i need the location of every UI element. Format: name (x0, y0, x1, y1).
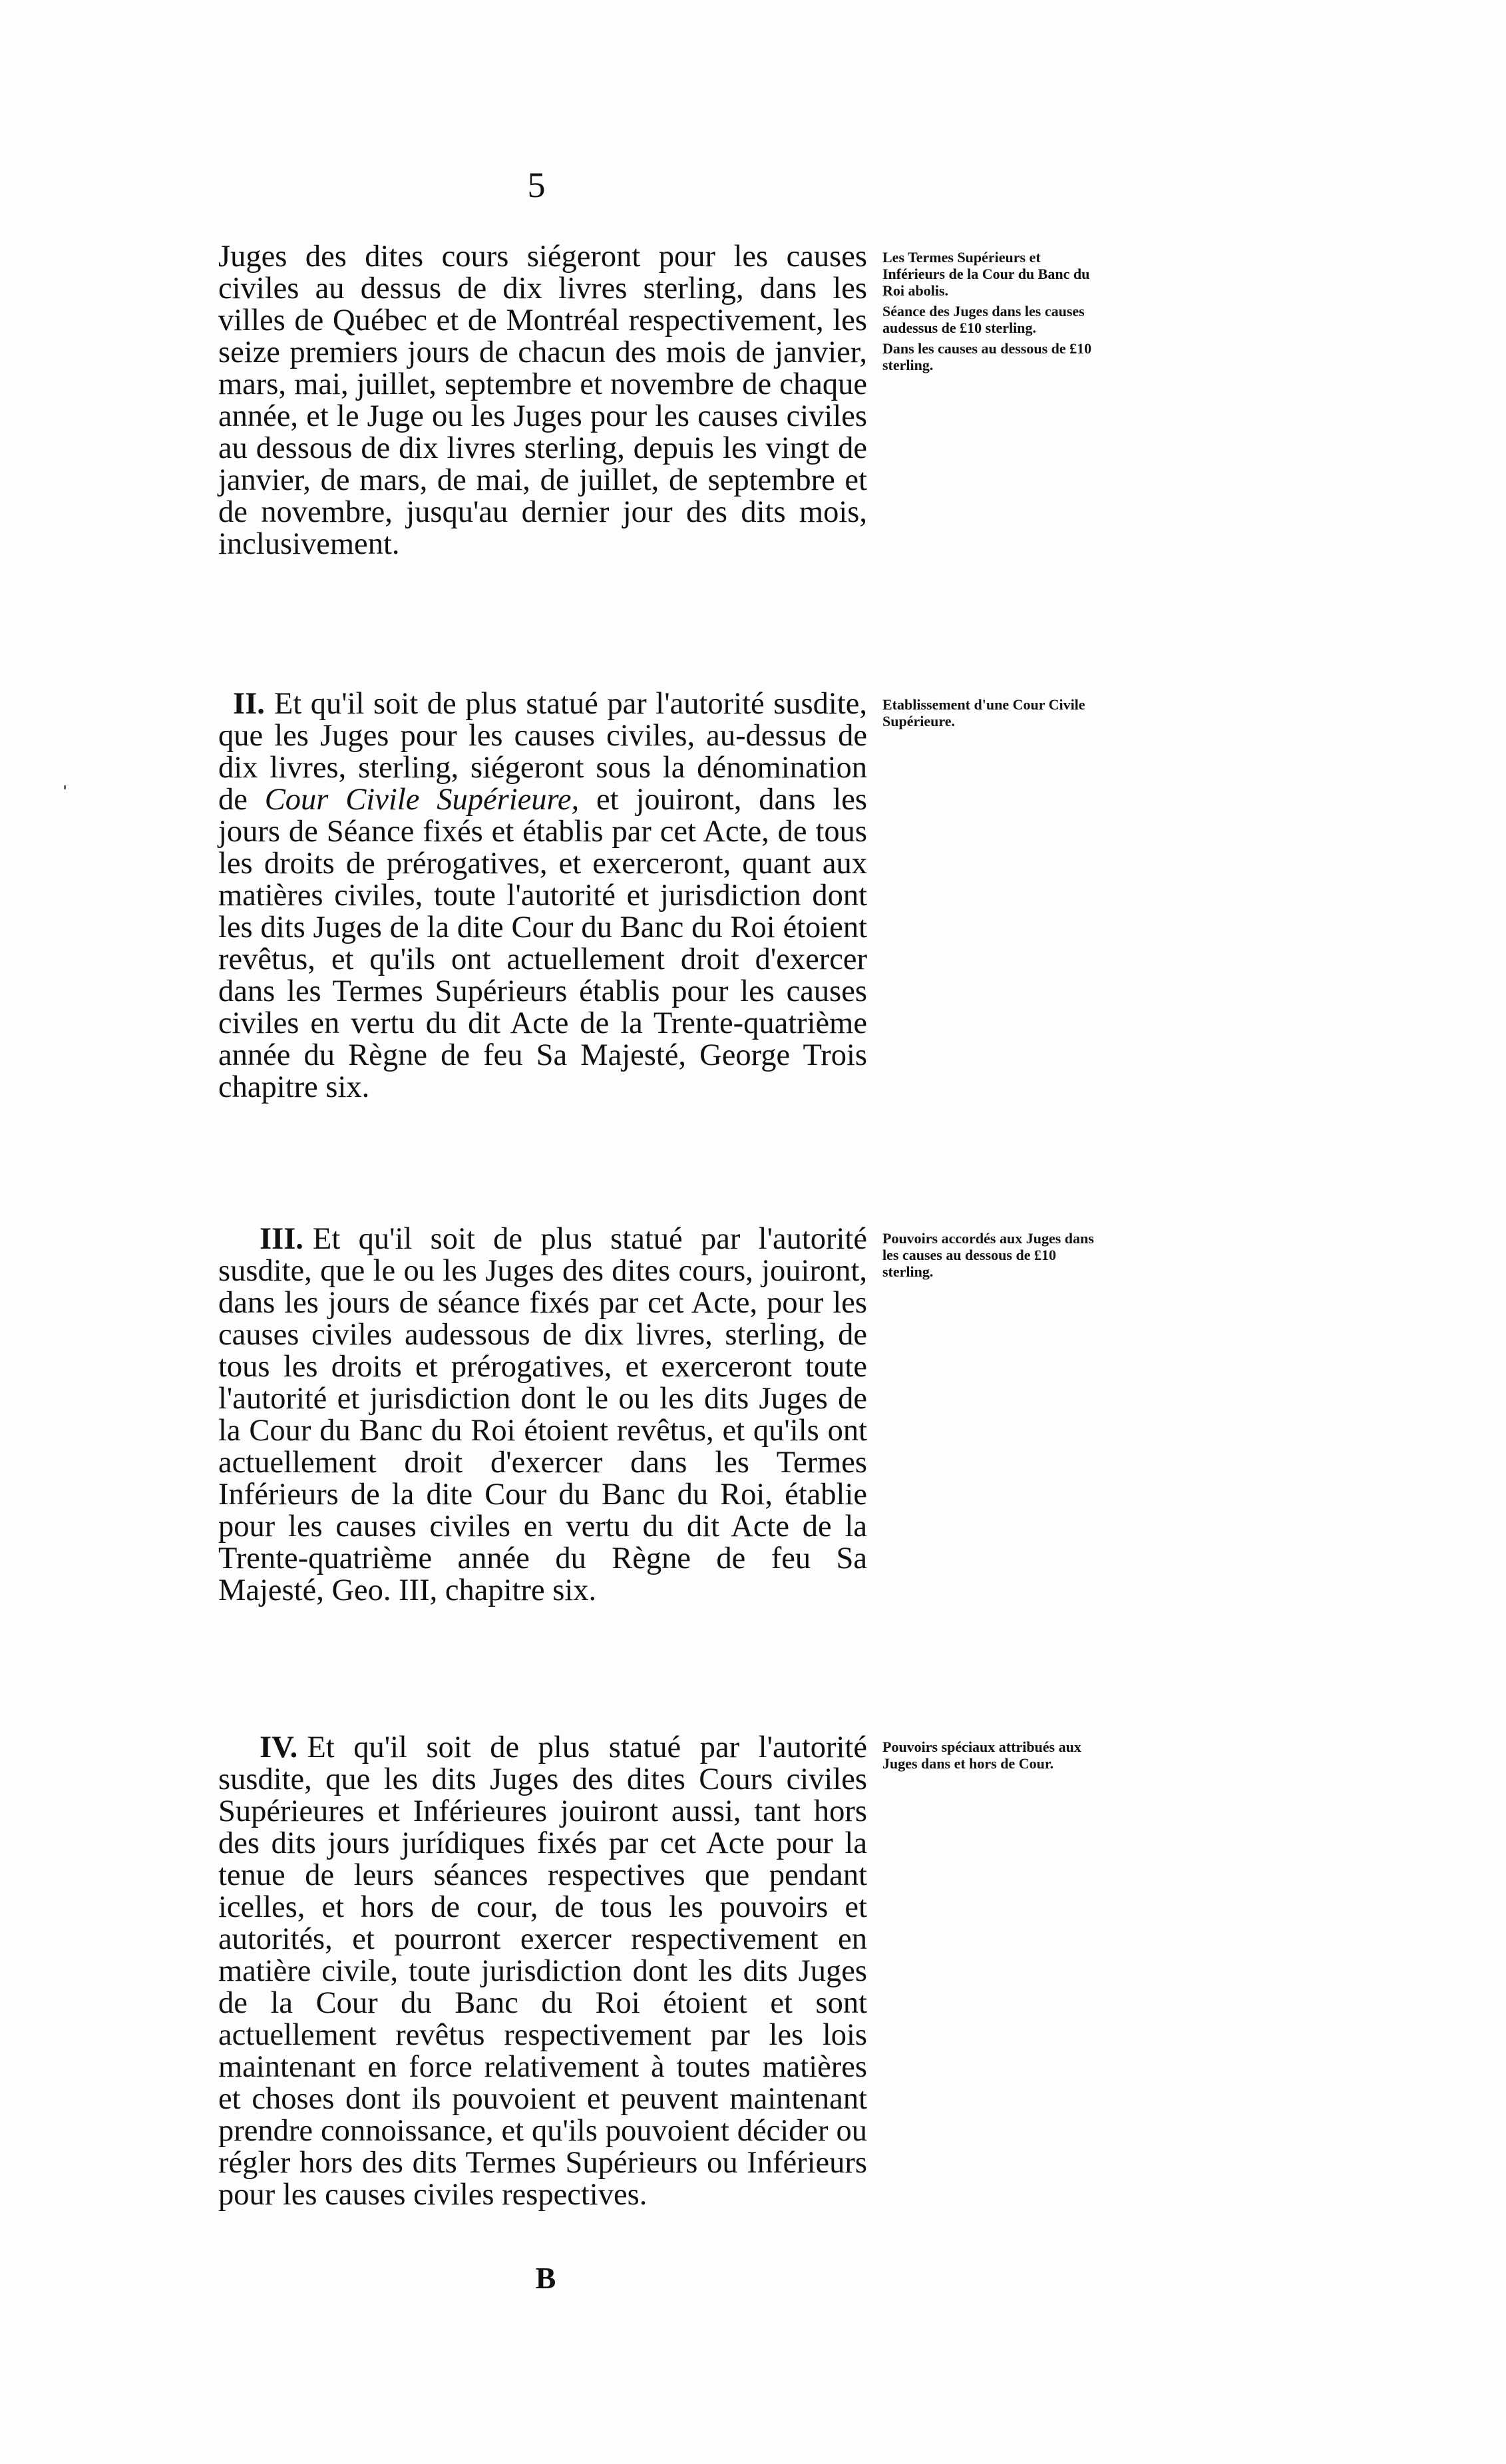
page-number: 5 (527, 165, 546, 205)
section-4-paragraph (218, 1732, 867, 2211)
margin-note-2 (882, 696, 1102, 733)
section-2-number: II. (233, 687, 265, 721)
section-continued (218, 241, 867, 560)
section-4-number: IV. (260, 1731, 298, 1764)
section-3 (218, 1223, 867, 1607)
margin-note-4 (882, 1739, 1102, 1776)
section-3-text: Et qu'il soit de plus statué par l'autorité susdite, que le ou les Juges des dites cours, jouiront, dans les jours de séance fixés par cet Acte, pour les causes civiles audessous de dix livres, sterling, de tous les droits et prérogatives, et exerceront toute l'autorité et jurisdiction dont le ou les dits Juges de la Cour du Banc du Roi étoient revêtus, et qu'ils ont actuellement droit d'exercer dans les Termes Inférieurs de la dite Cour du Banc du Roi, établie pour les causes civiles en vertu du dit Acte de la Trente-quatrième année du Règne de feu Sa Majesté, Geo. III, chapitre six. (218, 1222, 867, 1607)
margin-note-1-line-1: Les Termes Supérieurs et Inférieurs de la Cour du Banc du Roi abolis. (882, 249, 1090, 299)
section-continued-text: Juges des dites cours siégeront pour les causes civiles au dessus de dix livres sterling, dans les villes de Québec et de Montréal respectivement, les seize premiers jours de chacun des mois de janvier, mars, mai, juillet, septembre et novembre de chaque année, et le Juge ou les Juges pour les causes civiles au dessous de dix livres sterling, depuis les vingt de janvier, de mars, de mai, de juillet, de septembre et de novembre, jusqu'au dernier jour des dits mois, inclusivement. (218, 240, 867, 561)
margin-note-2-text: Etablissement d'une Cour Civile Supérieure. (882, 696, 1085, 729)
section-4-text: Et qu'il soit de plus statué par l'autorité susdite, que les dits Juges des dites Cours civiles Supérieures et Inférieures jouiront aussi, tant hors des dits jours jurídiques fixés par cet Acte pour la tenue de leurs séances respectives que pendant icelles, et hors de cour, de tous les pouvoirs et autorités, et pourront exercer respectivement en matière civile, toute jurisdiction dont les dits Juges de la Cour du Banc du Roi étoient et sont actuellement revêtus respectivement par les lois maintenant en force relativement à toutes matières et choses dont ils pouvoient et peuvent maintenant prendre connoissance, et qu'ils pouvoient décider ou régler hors des dits Termes Supérieurs ou Inférieurs pour les causes civiles respectives. (218, 1731, 867, 2212)
margin-note-1-line-2: Séance des Juges dans les causes audessus de £10 sterling. (882, 303, 1085, 336)
section-3-number: III. (260, 1222, 303, 1256)
section-4 (218, 1732, 867, 2211)
section-2-text-before-italic: Et qu'il soit de plus statué par l'autorité susdite, que les Juges pour les causes civiles, au-dessus de dix livres, sterling, siégeront sous la dénomination de (218, 687, 867, 817)
section-2-text-after-italic: et jouiront, dans les jours de Séance fixés et établis par cet Acte, de tous les droits de prérogatives, et exerceront, quant aux matières civiles, toute l'autorité et jurisdiction dont les dits Juges de la dite Cour du Banc du Roi étoient revêtus, et qu'ils ont actuellement droit d'exercer dans les Termes Supérieurs établis pour les causes civiles en vertu du dit Acte de la Trente-quatrième année du Règne de feu Sa Majesté, George Trois chapitre six. (218, 783, 867, 1104)
ink-speck (64, 785, 66, 789)
signature-mark: B (535, 2261, 556, 2295)
section-3-paragraph (218, 1223, 867, 1607)
section-2-italic-term: Cour Civile Supérieure, (264, 783, 580, 817)
margin-note-3-text: Pouvoirs accordés aux Juges dans les causes au dessous de £10 sterling. (882, 1230, 1094, 1280)
margin-note-1 (882, 249, 1102, 377)
margin-note-4-text: Pouvoirs spéciaux attribués aux Juges dans et hors de Cour. (882, 1739, 1081, 1772)
margin-note-1-line-3: Dans les causes au dessous de £10 sterling. (882, 340, 1092, 373)
margin-note-3 (882, 1230, 1102, 1284)
section-2-paragraph (218, 688, 867, 1104)
section-2 (218, 688, 867, 1104)
